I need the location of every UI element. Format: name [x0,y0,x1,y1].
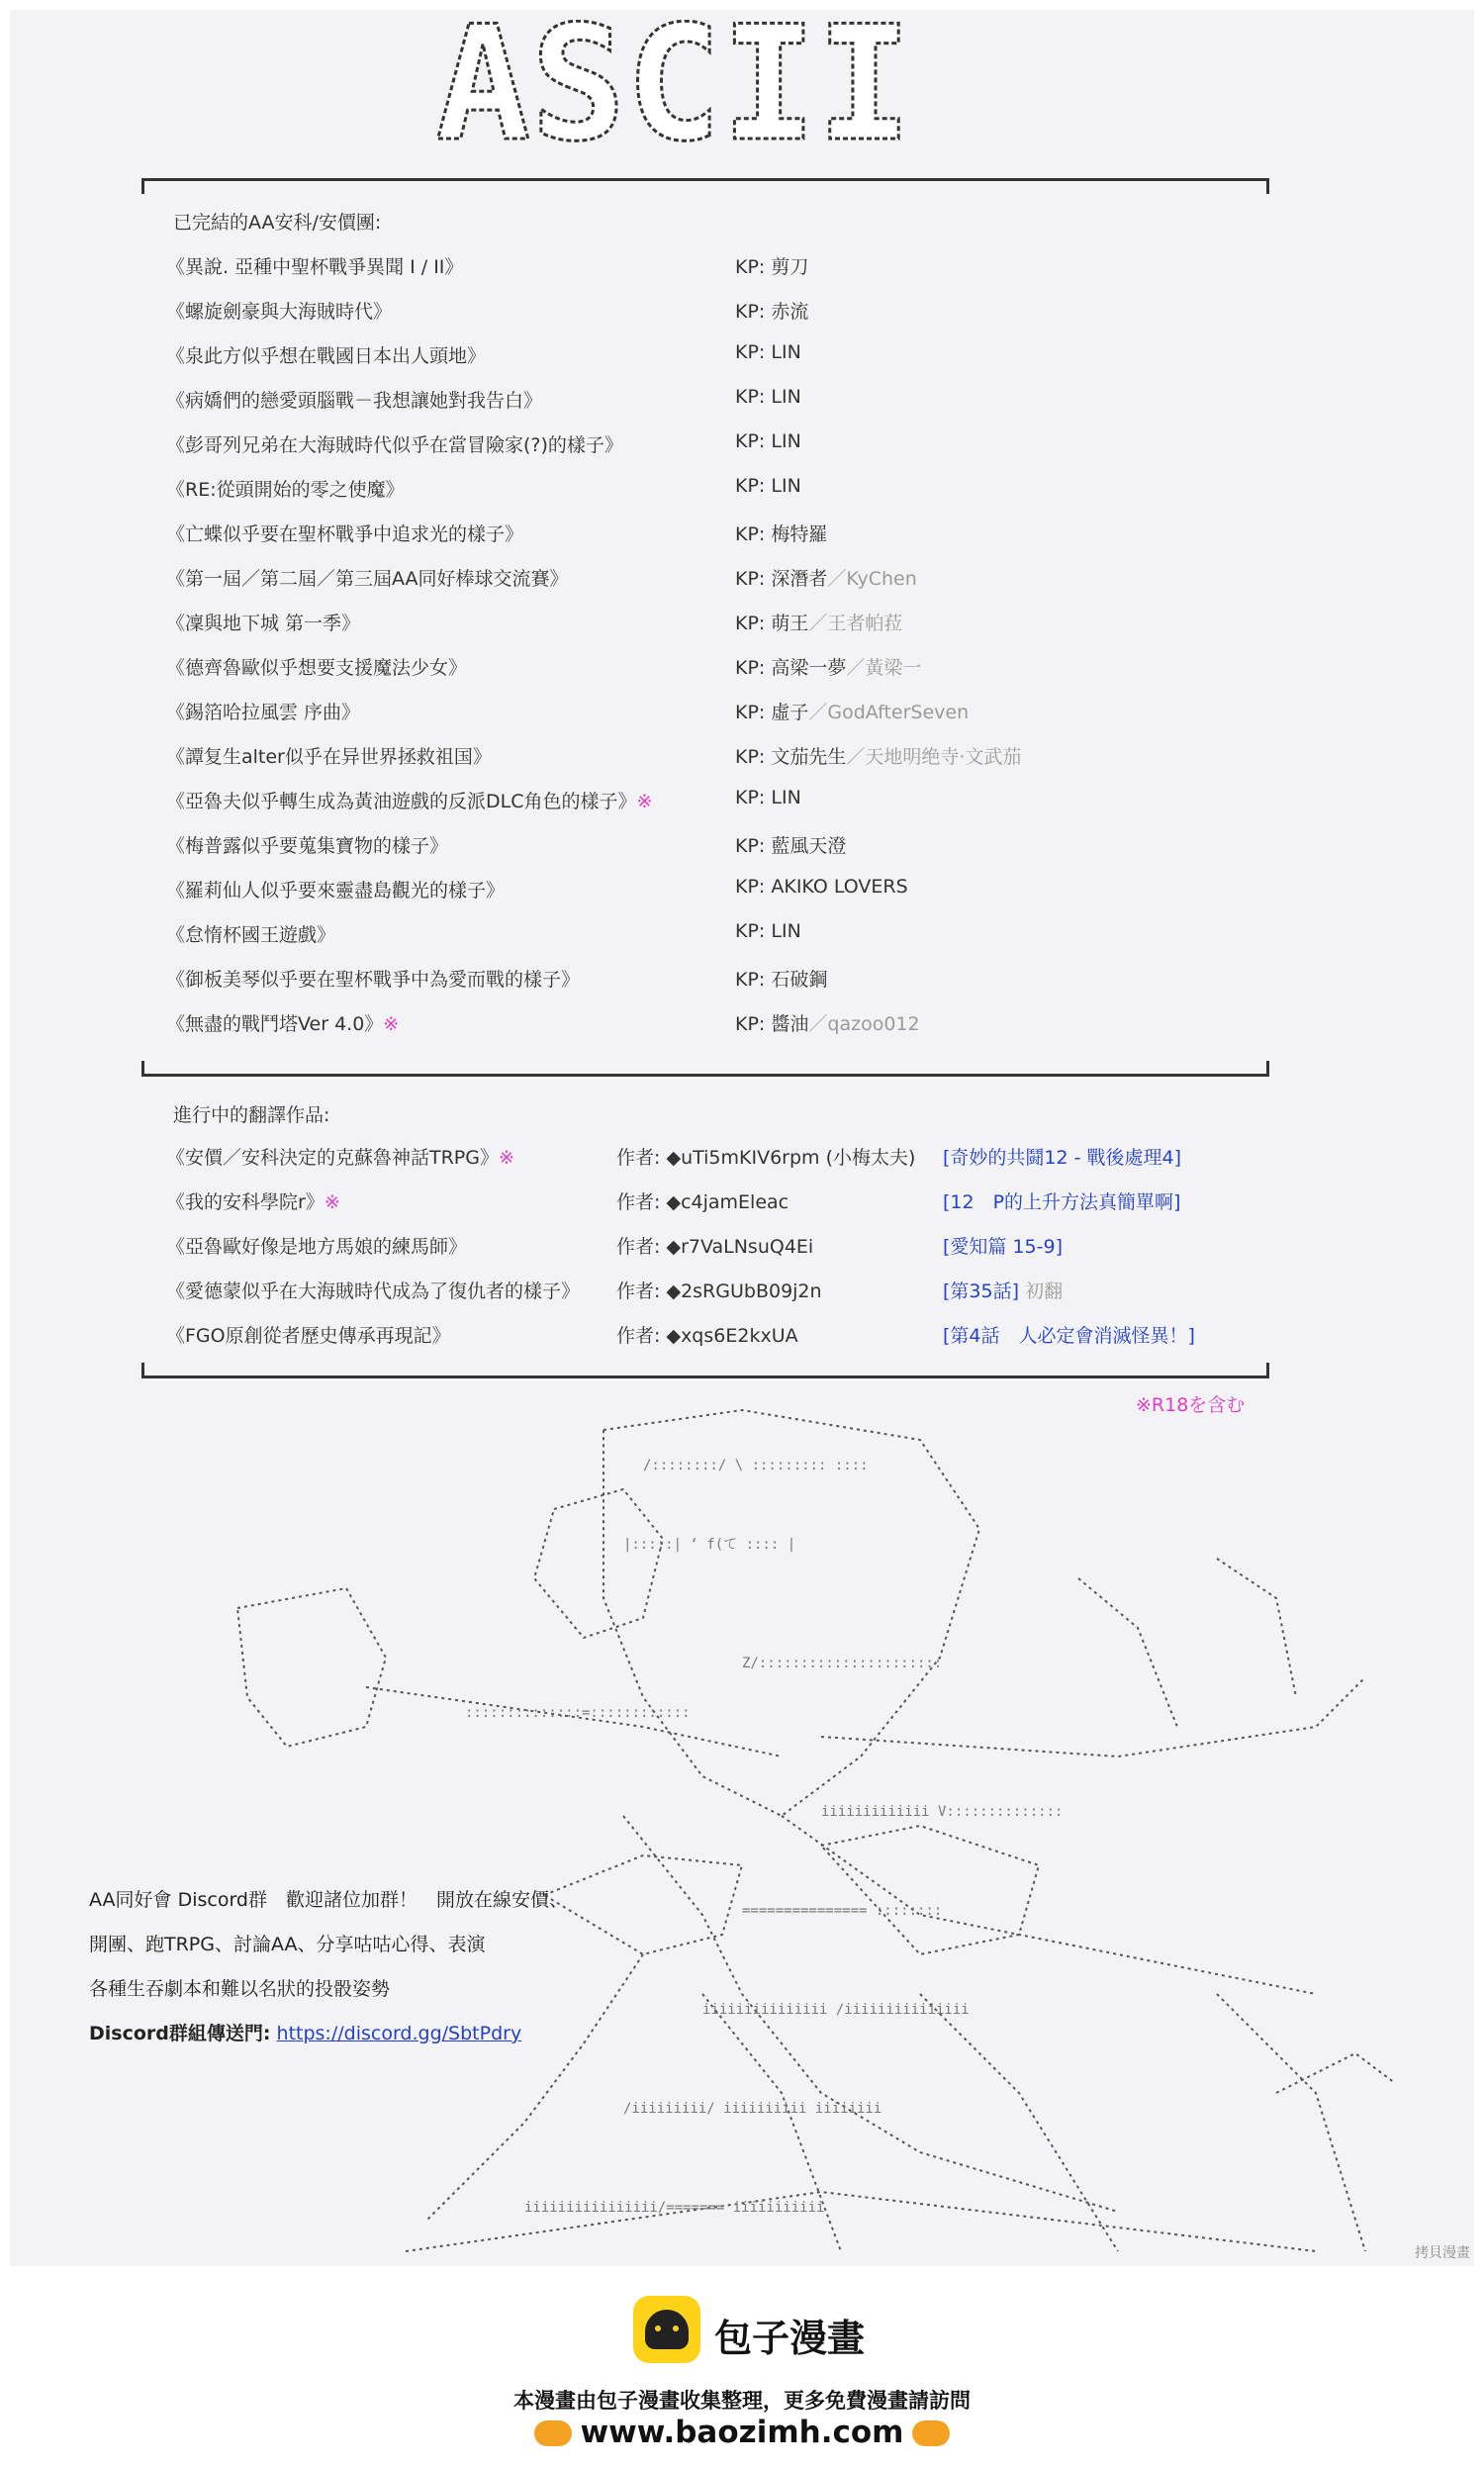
chapter-link[interactable]: [愛知篇 15-9] [943,1236,1063,1258]
completed-row [166,430,1254,462]
kp-name: LIN [771,787,801,808]
ongoing-row [166,1232,1254,1264]
ascii-art-glyph: /::::::::/ \ ::::::::: :::: [643,1458,869,1473]
ascii-art-glyph: iiiiiiiiiiiiiiii/======= iiiiiiiiiii [524,2200,825,2216]
work-title-cell [166,965,580,992]
work-title-cell [166,698,360,724]
discord-line-1: AA同好會 Discord群 歡迎諸位加群！ 開放在線安價、 [89,1889,568,1911]
kp-prefix: KP: [735,657,766,679]
work-title-cell [166,876,505,902]
completed-row [166,252,1254,284]
kp-prefix: KP: [735,969,766,991]
kp-name: 剪刀 [771,256,809,278]
ongoing-row [166,1187,1254,1219]
kp-cell [735,876,908,898]
completed-row [166,520,1254,551]
ascii-art-glyph: |:::::| ‘ f(て :::: | [623,1537,796,1553]
kp-name: 藍風天澄 [771,835,847,857]
work-title: 《我的安科學院r》 [166,1191,325,1213]
author-tripcode: ◆uTi5mKIV6rpm (小梅太夫) [666,1147,916,1169]
work-title-cell [166,1143,514,1170]
work-title: 《異說. 亞種中聖杯戰爭異聞 I / II》 [166,256,464,278]
completed-row [166,787,1254,818]
middle-divider [141,1074,1269,1077]
work-title-cell [166,609,360,635]
ascii-art-glyph: Z/:::::::::::::::::::::: [742,1656,943,1671]
discord-line-2: 開團、跑TRPG、討論AA、分享咕咕心得、表演 [89,1934,486,1955]
chapter-cell [943,1187,1180,1214]
completed-row [166,742,1254,774]
kp-cell [735,787,801,808]
work-title-cell [166,341,486,368]
work-title: 《御板美琴似乎要在聖杯戰爭中為愛而戰的樣子》 [166,969,581,991]
kp-alias: ／GodAfterSeven [808,702,970,723]
kp-cell [735,430,801,452]
completed-row [166,297,1254,329]
kp-name: 赤流 [771,301,809,323]
work-title-cell [166,564,569,591]
kp-name: LIN [771,430,801,452]
work-title: 《凜與地下城 第一季》 [166,613,361,634]
kp-prefix: KP: [735,1013,766,1035]
completed-row [166,876,1254,907]
kp-alias: ／qazoo012 [808,1013,920,1035]
r18-mark: ※ [636,791,653,812]
work-title-cell [166,1321,451,1348]
kp-cell [735,475,801,497]
watermark: 拷貝漫畫 [1415,2245,1470,2261]
top-divider [141,178,1269,181]
work-title: 《梅普露似乎要蒐集寶物的樣子》 [166,835,449,857]
discord-link-label: Discord群組傳送門: [89,2023,271,2044]
kp-cell [735,653,921,680]
kp-alias: ／KyChen [827,568,917,590]
author-tripcode: ◆r7VaLNsuQ4Ei [666,1236,814,1258]
work-title: 《亞魯歐好像是地方馬娘的練馬師》 [166,1236,468,1258]
work-title: 《譚复生alter似乎在异世界拯救祖国》 [166,746,492,768]
chapter-cell [943,1232,1063,1259]
completed-section-title: 已完結的AA安科/安價團: [173,212,382,234]
kp-cell [735,831,846,858]
work-title: 《第一屆／第二屆／第三屆AA同好棒球交流賽》 [166,568,569,590]
author-cell [616,1143,915,1170]
footer-notice: 本漫畫由包子漫畫收集整理，更多免費漫畫請訪問 [513,2389,971,2413]
ascii-art-glyph: iiiiiiiiiiiii V:::::::::::::: [821,1804,1064,1820]
completed-row [166,475,1254,507]
ascii-art-glyph: iiiiiiiiiiiiiii /iiiiiiiiiiiiiii [702,2002,970,2018]
work-title-cell [166,520,523,546]
work-title: 《怠惰杯國王遊戲》 [166,924,336,946]
kp-prefix: KP: [735,430,766,452]
work-title-cell [166,475,405,502]
work-title-cell [166,742,492,769]
work-title: 《FGO原創從者歷史傳承再現記》 [166,1325,451,1347]
work-title: 《無盡的戰鬥塔Ver 4.0》 [166,1013,384,1035]
kp-prefix: KP: [735,256,766,278]
kp-prefix: KP: [735,702,766,723]
work-title-cell [166,386,542,413]
kp-name: 醬油 [771,1013,809,1035]
author-prefix: 作者: [616,1191,661,1213]
kp-alias: ／天地明绝寺·文武茄 [846,746,1022,768]
work-title-cell [166,1009,399,1036]
kp-cell [735,341,801,363]
completed-row [166,965,1254,996]
kp-cell [735,742,1021,769]
chapter-cell [943,1321,1195,1348]
work-title: 《羅莉仙人似乎要來靈盡島觀光的樣子》 [166,880,506,901]
kp-cell [735,386,801,408]
ongoing-row [166,1143,1254,1175]
r18-mark: ※ [383,1013,400,1035]
discord-line-3: 各種生吞劇本和難以名狀的投骰姿勢 [89,1978,391,2000]
author-prefix: 作者: [616,1325,661,1347]
kp-prefix: KP: [735,341,766,363]
kp-prefix: KP: [735,746,766,768]
chapter-link[interactable]: [第35話] [943,1281,1020,1302]
work-title: 《安價／安科決定的克蘇魯神話TRPG》 [166,1147,499,1169]
kp-alias: ／黃梁一 [846,657,922,679]
ongoing-section-title: 進行中的翻譯作品: [173,1104,330,1126]
kp-prefix: KP: [735,475,766,497]
completed-row [166,698,1254,729]
completed-row [166,1009,1254,1041]
work-title: 《RE:從頭開始的零之使魔》 [166,479,405,501]
author-tripcode: ◆xqs6E2kxUA [666,1325,798,1347]
work-title-cell [166,831,448,858]
work-title-cell [166,252,463,279]
work-title: 《亞魯夫似乎轉生成為黃油遊戲的反派DLC角色的樣子》 [166,791,637,812]
kp-name: 虛子 [771,702,809,723]
ongoing-row [166,1277,1254,1308]
kp-name: LIN [771,920,801,942]
kp-prefix: KP: [735,920,766,942]
ongoing-row [166,1321,1254,1353]
kp-cell [735,609,902,635]
kp-prefix: KP: [735,613,766,634]
kp-name: 萌王 [771,613,809,634]
author-tripcode: ◆2sRGUbB09j2n [666,1281,822,1302]
kp-cell [735,297,808,324]
kp-name: LIN [771,341,801,363]
chapter-link[interactable]: [奇妙的共鬪12 - 戰後處理4] [943,1147,1182,1169]
kp-cell [735,920,801,942]
work-title-cell [166,1277,580,1303]
author-prefix: 作者: [616,1236,661,1258]
ascii-logo-text: ASCII [435,20,912,148]
footer-url[interactable]: www.baozimh.com [580,2415,904,2450]
work-title-cell [166,787,652,813]
discord-link[interactable]: https://discord.gg/SbtPdry [276,2023,522,2044]
work-title: 《錫箔哈拉風雲 序曲》 [166,702,361,723]
footer-brand: 包子漫畫 [714,2317,866,2360]
pointing-hand-right-icon [912,2420,950,2446]
work-title: 《愛德蒙似乎在大海賊時代成為了復仇者的樣子》 [166,1281,581,1302]
completed-row [166,341,1254,373]
kp-cell [735,1009,920,1036]
kp-cell [735,252,808,279]
kp-cell [735,564,917,591]
work-title: 《德齊魯歐似乎想要支援魔法少女》 [166,657,468,679]
kp-prefix: KP: [735,301,766,323]
author-prefix: 作者: [616,1147,661,1169]
completed-row [166,831,1254,863]
kp-cell [735,520,827,546]
work-title: 《亡蝶似乎要在聖杯戰爭中追求光的樣子》 [166,523,524,545]
kp-prefix: KP: [735,568,766,590]
r18-note: ※R18を含む [1136,1394,1246,1416]
work-title-cell [166,653,467,680]
work-title: 《彭哥列兄弟在大海賊時代似乎在當冒險家(?)的樣子》 [166,434,623,456]
chapter-cell [943,1277,1063,1303]
work-title-cell [166,430,623,457]
kp-name: LIN [771,475,801,497]
kp-prefix: KP: [735,787,766,808]
kp-prefix: KP: [735,876,766,898]
kp-name: 文茄先生 [771,746,847,768]
ascii-art-glyph: /iiiiiiiii/ iiiiiiiiii iiiiiiii [623,2101,882,2117]
kp-name: LIN [771,386,801,408]
work-title: 《病嬌們的戀愛頭腦戰－我想讓她對我告白》 [166,390,543,412]
completed-row [166,386,1254,418]
author-prefix: 作者: [616,1281,661,1302]
completed-row [166,564,1254,596]
completed-row [166,920,1254,952]
author-tripcode: ◆c4jamEleac [666,1191,789,1213]
kp-prefix: KP: [735,386,766,408]
author-cell [616,1187,788,1214]
author-cell [616,1232,813,1259]
work-title: 《螺旋劍豪與大海賊時代》 [166,301,393,323]
kp-name: 梅特羅 [771,523,828,545]
work-title: 《泉此方似乎想在戰國日本出人頭地》 [166,345,487,367]
discord-promo [89,1878,568,2056]
chapter-cell [943,1143,1181,1170]
kp-alias: ／王者帕菈 [808,613,903,634]
bottom-divider [141,1376,1269,1378]
kp-name: 深潛者 [771,568,828,590]
ascii-logo [435,20,950,148]
kp-name: 高梁一夢 [771,657,847,679]
author-cell [616,1277,822,1303]
ascii-art-glyph: =============== :::::::: [742,1903,943,1919]
kp-name: AKIKO LOVERS [771,876,908,898]
chapter-note: 初翻 [1025,1281,1064,1302]
completed-row [166,609,1254,640]
kp-name: 石破鋼 [771,969,828,991]
baozi-logo-icon [633,2296,700,2363]
kp-prefix: KP: [735,835,766,857]
kp-cell [735,698,969,724]
ascii-art-illustration [228,1400,1395,2261]
r18-mark: ※ [499,1147,514,1169]
chapter-link[interactable]: [12 P的上升方法真簡單啊] [943,1191,1181,1213]
completed-row [166,653,1254,685]
r18-mark: ※ [324,1191,340,1213]
kp-cell [735,965,827,992]
kp-prefix: KP: [735,523,766,545]
work-title-cell [166,1232,467,1259]
author-cell [616,1321,798,1348]
chapter-link[interactable]: [第4話 人必定會消滅怪異！] [943,1325,1195,1347]
work-title-cell [166,920,335,947]
work-title-cell [166,297,392,324]
ascii-art-glyph: ::::::::::::::=:::::::::::: [465,1705,691,1721]
work-title-cell [166,1187,340,1214]
